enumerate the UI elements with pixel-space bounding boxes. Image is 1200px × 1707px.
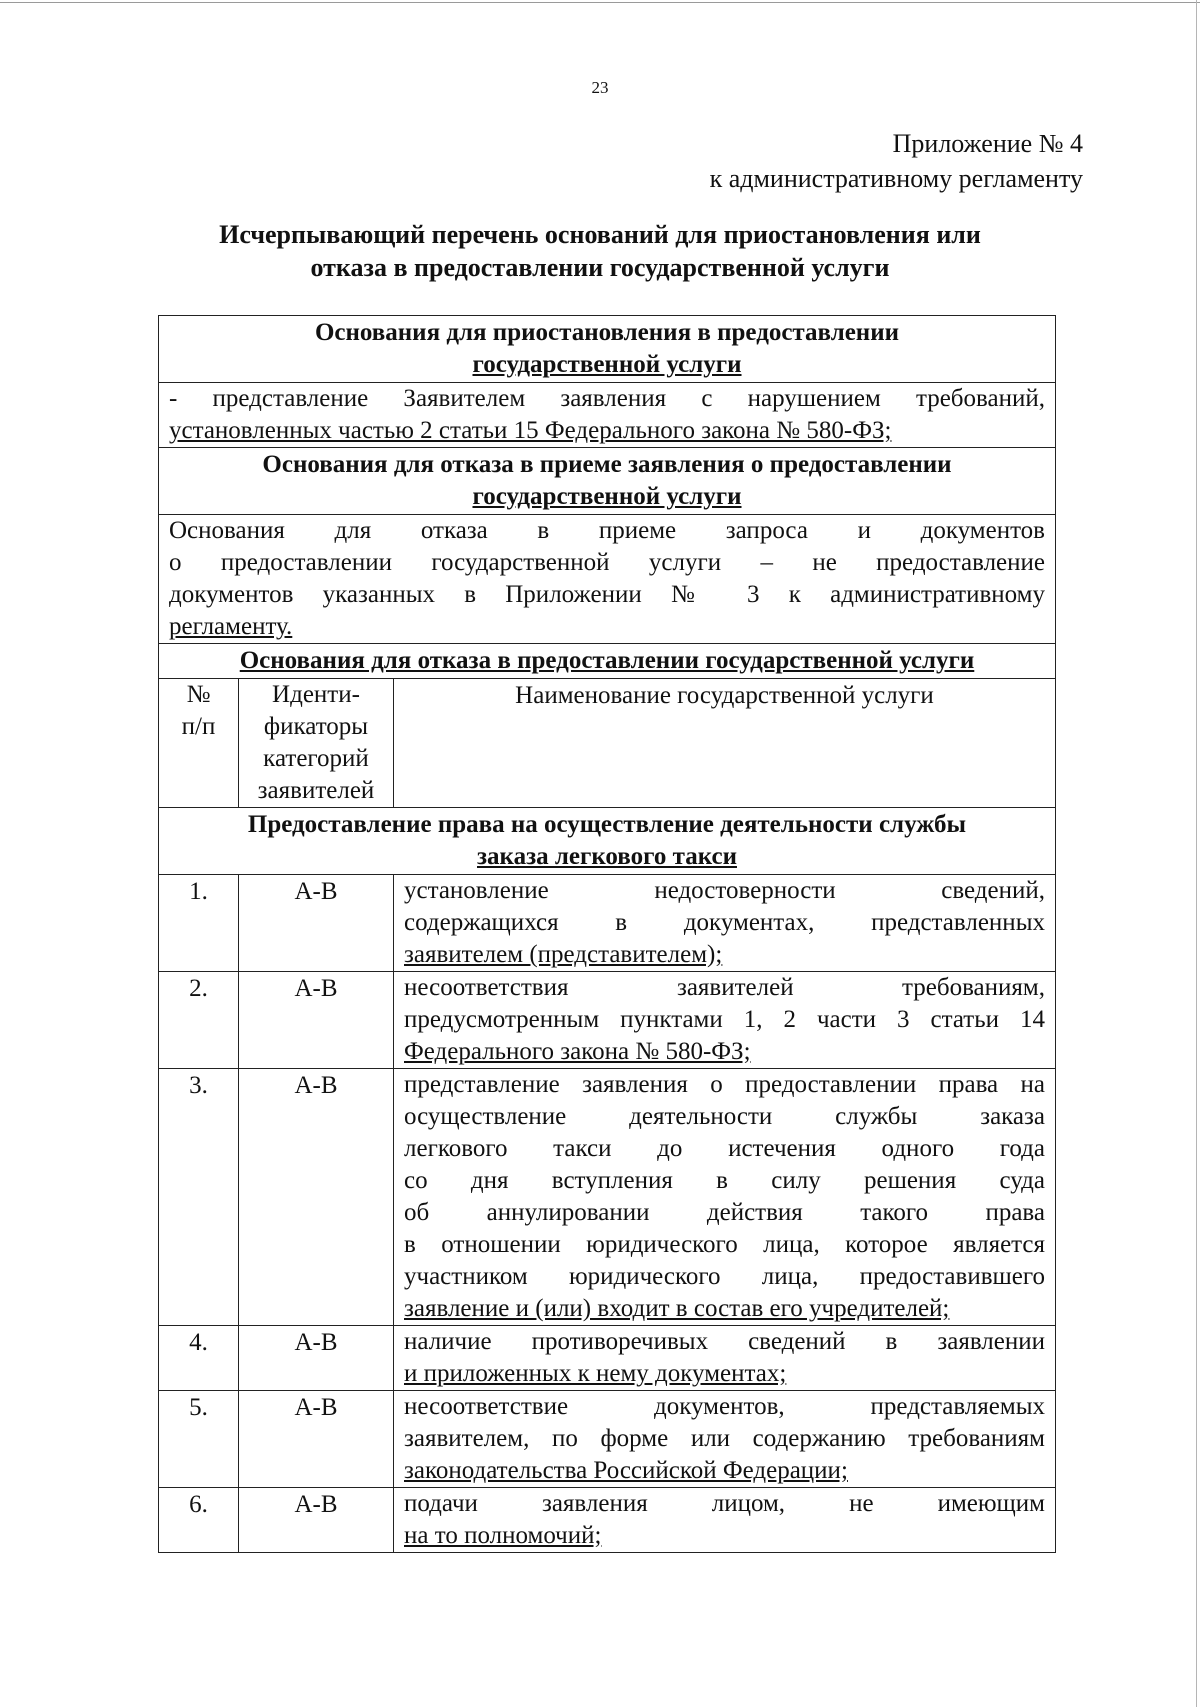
appendix-line-2: к административному регламенту [709,164,1083,193]
reason-line: осуществление деятельности службы заказа [404,1103,1045,1130]
column-header-number-text [163,679,234,743]
suspension-heading-row [159,316,1056,383]
grounds-table [158,315,1056,1553]
reason-line: со дня вступления в силу решения суда [404,1167,1045,1194]
column-header-number [159,679,239,808]
reason-line: в отношении юридического лица, которое является [404,1231,1045,1258]
column-header-identifiers [239,679,394,808]
row-identifier: А-В [239,1488,394,1553]
table-row [159,1069,1056,1326]
row-reason [394,1069,1056,1326]
row-number: 4. [159,1326,239,1391]
row-reason [394,1326,1056,1391]
header-line: фикаторы [263,713,369,740]
taxi-heading-row [159,808,1056,875]
row-reason [394,1488,1056,1553]
row-identifier: А-В [239,972,394,1069]
table-row [159,1488,1056,1553]
refusal-acceptance-text-line-1: Основания для отказа в приеме запроса и документов [169,517,1045,544]
page-number: 23 [591,78,609,97]
reason-line: участником юридического лица, предоставившего [404,1263,1045,1290]
reason-line: на то полномочий; [404,1522,602,1549]
page-edge-top [0,2,1200,3]
header-line: № [186,681,211,708]
table-row [159,875,1056,972]
row-identifier: А-В [239,1326,394,1391]
page-edge-right [1196,0,1197,1707]
reason-line: Федерального закона № 580-ФЗ; [404,1038,751,1065]
reason-line: предусмотренным пунктами 1, 2 части 3 статьи 14 [404,1006,1045,1033]
row-number: 3. [159,1069,239,1326]
taxi-heading-line-2: заказа легкового такси [477,843,737,870]
table-row [159,1326,1056,1391]
row-identifier: А-В [239,1069,394,1326]
row-number: 5. [159,1391,239,1488]
header-line: п/п [181,713,216,740]
refusal-acceptance-text-line-3: документов указанных в Приложении № 3 к административному [169,581,1045,608]
header-line: категорий [263,745,369,772]
row-number: 1. [159,875,239,972]
suspension-heading-line-2: государственной услуги [472,351,742,378]
table-row [159,1391,1056,1488]
refusal-service-heading [159,644,1056,679]
reason-line: легкового такси до истечения одного года [404,1135,1045,1162]
row-reason [394,875,1056,972]
table-row [159,972,1056,1069]
refusal-acceptance-heading [159,448,1056,515]
reason-line: несоответствие документов, представляемых [404,1393,1045,1420]
column-header-service-name-text: Наименование государственной услуги [515,682,934,709]
reason-line: об аннулировании действия такого права [404,1199,1045,1226]
column-header-identifiers-text [243,679,389,807]
reason-line: подачи заявления лицом, не имеющим [404,1490,1045,1517]
reason-line: заявление и (или) входит в состав его учредителей; [404,1295,950,1322]
reason-line: заявителем, по форме или содержанию требованиям [404,1425,1045,1452]
refusal-acceptance-heading-row [159,448,1056,515]
suspension-heading-line-1: Основания для приостановления в предоставлении [314,319,900,346]
row-number: 2. [159,972,239,1069]
reason-line: заявителем (представителем); [404,941,723,968]
refusal-acceptance-text [159,515,1056,644]
row-identifier: А-В [239,875,394,972]
header-line: заявителей [257,777,375,804]
header-line: Иденти- [272,681,360,708]
document-title [150,218,1050,284]
taxi-heading-line-1: Предоставление права на осуществление деятельности службы [247,811,967,838]
refusal-acceptance-text-row [159,515,1056,644]
refusal-acceptance-text-line-2: о предоставлении государственной услуги – не предоставление [169,549,1045,576]
reason-line: содержащихся в документах, представленных [404,909,1045,936]
suspension-heading [159,316,1056,383]
suspension-text-line-2: установленных частью 2 статьи 15 Федерального закона № 580-ФЗ; [169,417,892,444]
row-number: 6. [159,1488,239,1553]
refusal-acceptance-text-line-4: регламенту. [169,613,293,640]
suspension-text-row [159,383,1056,448]
row-reason [394,1391,1056,1488]
column-header-service-name [394,679,1056,808]
reason-line: несоответствия заявителей требованиям, [404,974,1045,1001]
document-title-line-2: отказа в предоставлении государственной услуги [310,253,890,282]
document-title-line-1: Исчерпывающий перечень оснований для приостановления или [219,220,981,249]
appendix-caption [710,126,1083,196]
reason-line: наличие противоречивых сведений в заявлении [404,1328,1045,1355]
taxi-heading [159,808,1056,875]
refusal-service-heading-row [159,644,1056,679]
refusal-acceptance-heading-line-2: государственной услуги [472,483,742,510]
row-identifier: А-В [239,1391,394,1488]
suspension-text-line-1: - представление Заявителем заявления с нарушением требований, [169,385,1045,412]
column-header-row [159,679,1056,808]
reason-line: законодательства Российской Федерации; [404,1457,848,1484]
reason-line: установление недостоверности сведений, [404,877,1045,904]
suspension-text [159,383,1056,448]
refusal-acceptance-heading-line-1: Основания для отказа в приеме заявления о предоставлении [262,451,952,478]
refusal-service-heading-text: Основания для отказа в предоставлении государственной услуги [239,647,975,674]
row-reason [394,972,1056,1069]
reason-line: и приложенных к нему документах; [404,1360,787,1387]
reason-line: представление заявления о предоставлении права на [404,1071,1045,1098]
appendix-line-1: Приложение № 4 [892,129,1083,158]
